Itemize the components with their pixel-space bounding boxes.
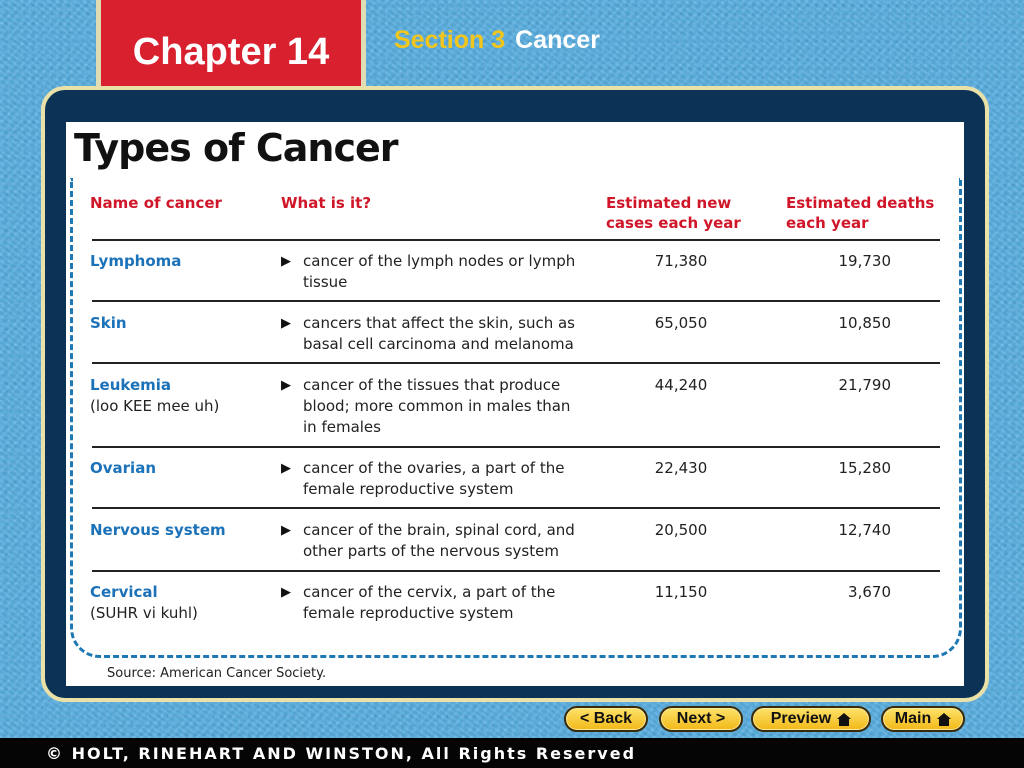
cancer-description-cell	[281, 582, 581, 624]
content-panel	[66, 122, 964, 686]
row-divider	[92, 300, 940, 302]
copyright-footer: © HOLT, RINEHART AND WINSTON, All Rights Reserved	[0, 738, 1024, 768]
section-number: Section 3	[394, 26, 506, 54]
column-header-deaths: Estimated deaths each year	[786, 194, 935, 232]
cancer-description: cancers that affect the skin, such as basal cell carcinoma and melanoma	[303, 314, 575, 353]
cancer-name-cell	[90, 582, 275, 624]
cancer-name: Leukemia	[90, 376, 172, 394]
bullet-icon: ▶	[281, 461, 291, 476]
row-divider	[92, 362, 940, 364]
cancer-description-cell	[281, 520, 581, 562]
new-cases-value: 22,430	[654, 459, 708, 477]
home-icon	[837, 713, 851, 726]
source-note: Source: American Cancer Society.	[107, 666, 327, 681]
bullet-icon: ▶	[281, 585, 291, 600]
cancer-name: Ovarian	[90, 459, 156, 477]
deaths-value: 19,730	[838, 252, 891, 270]
cancer-description: cancer of the brain, spinal cord, and other parts of the nervous system	[303, 521, 575, 560]
column-header-what: What is it?	[281, 194, 372, 212]
bullet-icon: ▶	[281, 378, 291, 393]
cancer-description: cancer of the tissues that produce blood; more common in males than in females	[303, 376, 571, 436]
cancer-name-cell	[90, 313, 275, 334]
next-button[interactable]: Next >	[659, 706, 743, 732]
new-cases-value: 71,380	[654, 252, 708, 270]
home-icon	[937, 713, 951, 726]
section-heading	[394, 26, 600, 55]
cancer-name-cell	[90, 458, 275, 479]
new-cases-value: 11,150	[654, 583, 708, 601]
back-button[interactable]: < Back	[564, 706, 648, 732]
new-cases-value: 65,050	[654, 314, 708, 332]
cancer-name: Lymphoma	[90, 252, 182, 270]
column-header-new-cases: Estimated new cases each year	[606, 194, 741, 232]
preview-button-label: Preview	[770, 710, 832, 727]
deaths-value: 12,740	[838, 521, 891, 539]
slide-title: Types of Cancer	[74, 126, 398, 170]
main-button-label: Main	[894, 710, 932, 727]
cancer-description: cancer of the cervix, a part of the female reproductive system	[303, 583, 556, 622]
chapter-title: Chapter 14	[132, 30, 330, 73]
cancer-name-cell	[90, 375, 275, 417]
cancer-description-cell	[281, 251, 581, 293]
cancer-name: Skin	[90, 314, 127, 332]
main-button[interactable]	[881, 706, 965, 732]
bullet-icon: ▶	[281, 316, 291, 331]
bullet-icon: ▶	[281, 254, 291, 269]
deaths-value: 21,790	[838, 376, 891, 394]
cancer-description: cancer of the ovaries, a part of the female reproductive system	[303, 459, 565, 498]
preview-button[interactable]	[751, 706, 871, 732]
cancer-name: Cervical	[90, 583, 158, 601]
cancer-pronunciation: (loo KEE mee uh)	[90, 397, 220, 415]
section-name: Cancer	[515, 26, 600, 54]
column-header-name: Name of cancer	[90, 194, 222, 212]
cancer-name-cell	[90, 251, 275, 272]
row-divider	[92, 507, 940, 509]
cancer-description: cancer of the lymph nodes or lymph tissue	[303, 252, 576, 291]
deaths-value: 15,280	[838, 459, 891, 477]
cancer-description-cell	[281, 458, 581, 500]
cancer-name-cell	[90, 520, 275, 541]
bullet-icon: ▶	[281, 523, 291, 538]
row-divider	[92, 570, 940, 572]
cancer-name: Nervous system	[90, 521, 226, 539]
row-divider	[92, 446, 940, 448]
cancer-description-cell	[281, 313, 581, 355]
new-cases-value: 44,240	[654, 376, 708, 394]
deaths-value: 10,850	[838, 314, 891, 332]
cancer-description-cell	[281, 375, 581, 438]
cancer-pronunciation: (SUHR vi kuhl)	[90, 604, 198, 622]
deaths-value: 3,670	[848, 583, 891, 601]
new-cases-value: 20,500	[654, 521, 708, 539]
header-divider	[92, 239, 940, 241]
